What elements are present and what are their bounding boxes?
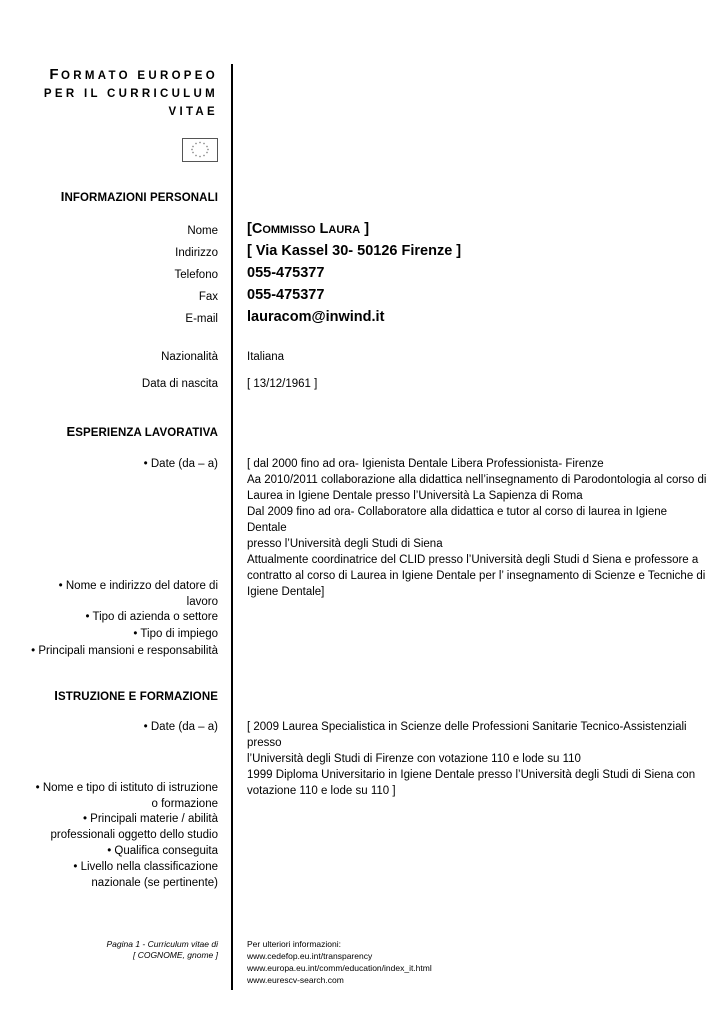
- qualification-label: • Qualifica conseguita: [107, 845, 218, 857]
- level-label: • Livello nella classificazione nazionale (se pertinente): [73, 861, 218, 889]
- work-line: Attualmente coordinatrice del CLID presso l’Università degli Studi d Siena e professore a: [247, 554, 699, 566]
- phone-label: Telefono: [174, 269, 218, 281]
- work-line: [ dal 2000 fino ad ora- Igienista Dentale Libera Professionista- Firenze: [247, 458, 604, 470]
- education-line: l’Università degli Studi di Firenze con votazione 110 e lode su 110: [247, 753, 581, 765]
- footer-link[interactable]: www.cedefop.eu.int/transparency: [247, 951, 373, 961]
- svg-text:*: *: [191, 148, 193, 153]
- education-line: votazione 110 e lode su 110 ]: [247, 785, 396, 797]
- subjects-label: • Principali materie / abilità professionali oggetto dello studio: [50, 813, 218, 841]
- work-line: Dal 2009 fino ad ora- Collaboratore alla didattica e tutor al corso di laurea in Igiene Dentale: [247, 506, 668, 534]
- svg-text:*: *: [207, 148, 209, 153]
- nationality-label: Nazionalità: [161, 351, 218, 363]
- svg-text:*: *: [195, 154, 197, 159]
- institute-label: • Nome e tipo di istituto di istruzione o formazione: [35, 782, 218, 810]
- work-date-label: • Date (da – a): [143, 458, 218, 470]
- education-description: [247, 719, 707, 799]
- education-date-label: • Date (da – a): [143, 721, 218, 733]
- svg-text:*: *: [203, 142, 205, 147]
- vertical-divider: [231, 64, 233, 990]
- birth-date-label: Data di nascita: [141, 378, 218, 390]
- education-line: 1999 Diploma Universitario in Igiene Dentale presso l’Università degli Studi di Siena con: [247, 769, 696, 781]
- section-work-experience: ESPERIENZA LAVORATIVA: [66, 424, 218, 439]
- education-line: [ 2009 Laurea Specialistica in Scienze delle Professioni Sanitarie Tecnico-Assistenziali presso: [247, 721, 687, 749]
- name-value: [COMMISSO LAURA ]: [247, 221, 370, 237]
- footer-link[interactable]: www.eurescv-search.com: [247, 975, 344, 985]
- fax-value: 055-475377: [247, 287, 325, 303]
- footer-page-info: Pagina 1 - Curriculum vitae di [ COGNOME, gnome ]: [106, 939, 218, 960]
- svg-text:*: *: [206, 151, 208, 156]
- address-label: Indirizzo: [175, 247, 218, 259]
- footer-links: [247, 938, 432, 986]
- svg-text:*: *: [195, 142, 197, 147]
- address-value: [ Via Kassel 30- 50126 Firenze ]: [247, 243, 462, 259]
- section-personal-info: INFORMAZIONI PERSONALI: [60, 189, 218, 204]
- svg-text:*: *: [192, 145, 194, 150]
- svg-text:*: *: [199, 141, 201, 146]
- work-line: Aa 2010/2011 collaborazione alla didattica nell’insegnamento di Parodontologia al corso di: [247, 474, 707, 486]
- duties-label: • Principali mansioni e responsabilità: [31, 645, 218, 657]
- name-label: Nome: [187, 225, 218, 237]
- phone-value: 055-475377: [247, 265, 325, 281]
- work-line: presso l’Università degli Studi di Siena: [247, 538, 443, 550]
- section-education: ISTRUZIONE E FORMAZIONE: [54, 688, 218, 703]
- footer-info-label: Per ulteriori informazioni:: [247, 939, 342, 949]
- svg-text:*: *: [199, 155, 201, 160]
- work-line: Igiene Dentale]: [247, 586, 325, 598]
- svg-text:*: *: [206, 145, 208, 150]
- document-title: FORMATO EUROPEO PER IL CURRICULUM VITAE: [43, 66, 218, 118]
- job-type-label: • Tipo di impiego: [133, 628, 218, 640]
- work-line: contratto al corso di Laurea in Igiene Dentale per l’ insegnamento di Scienze e Tecniche di: [247, 570, 706, 582]
- employer-label: • Nome e indirizzo del datore di lavoro: [58, 580, 218, 608]
- email-value[interactable]: lauracom@inwind.it: [247, 309, 385, 325]
- svg-text:*: *: [192, 151, 194, 156]
- footer-link[interactable]: www.europa.eu.int/comm/education/index_it.html: [247, 963, 432, 973]
- work-line: Laurea in Igiene Dentale presso l’Università La Sapienza di Roma: [247, 490, 583, 502]
- eu-flag-icon: [182, 138, 218, 162]
- email-label: E-mail: [185, 313, 218, 325]
- sector-label: • Tipo di azienda o settore: [85, 611, 218, 623]
- svg-text:*: *: [203, 154, 205, 159]
- work-description: [247, 456, 707, 600]
- fax-label: Fax: [198, 291, 218, 303]
- nationality-value: Italiana: [247, 351, 285, 363]
- birth-date-value: [ 13/12/1961 ]: [247, 378, 318, 390]
